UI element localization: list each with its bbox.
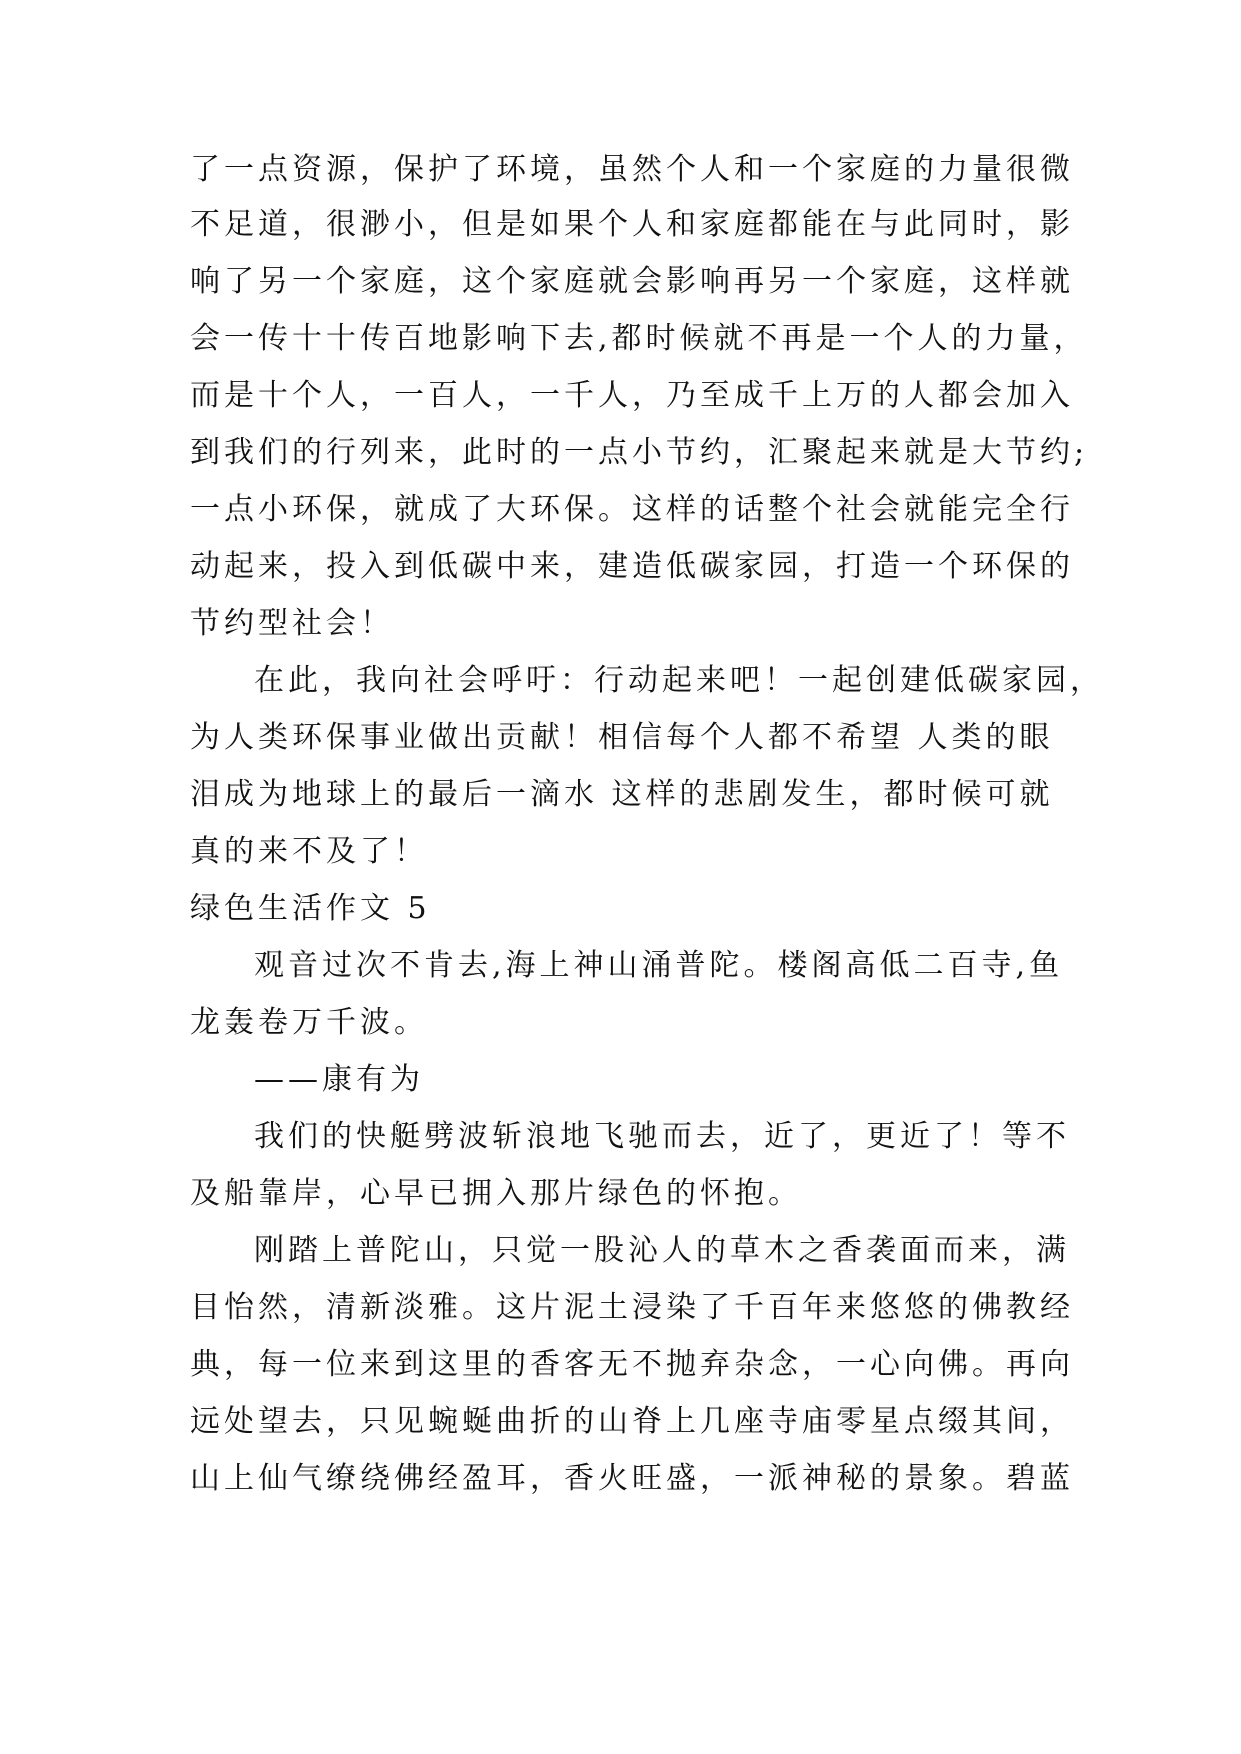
text-line: 及船靠岸，心早已拥入那片绿色的怀抱。	[190, 1176, 802, 1211]
text-line: 为人类环保事业做出贡献！相信每个人都不希望 人类的眼	[190, 720, 1054, 755]
text-line: 节约型社会！	[190, 606, 394, 641]
text-line: 远处望去，只见蜿蜒曲折的山脊上几座寺庙零星点缀其间，	[190, 1404, 1074, 1439]
paragraph-start-line: 刚踏上普陀山，只觉一股沁人的草木之香袭面而来，满	[254, 1233, 1070, 1268]
paragraph-start-line: 在此，我向社会呼吁：行动起来吧！一起创建低碳家园，	[254, 663, 1104, 698]
poem-line: 观音过次不肯去,海上神山涌普陀。楼阁高低二百寺,鱼	[254, 948, 1064, 983]
text-line: 响了另一个家庭，这个家庭就会影响再另一个家庭，这样就	[190, 264, 1074, 299]
paragraph-start-line: 我们的快艇劈波斩浪地飞驰而去，近了，更近了！等不	[254, 1119, 1070, 1154]
poem-line: 龙轰卷万千波。	[190, 1005, 428, 1040]
text-line: 到我们的行列来，此时的一点小节约，汇聚起来就是大节约;	[190, 435, 1089, 470]
text-line: 而是十个人，一百人，一千人，乃至成千上万的人都会加入	[190, 378, 1074, 413]
text-line: 泪成为地球上的最后一滴水 这样的悲剧发生，都时候可就	[190, 777, 1054, 812]
text-line: 了一点资源，保护了环境，虽然个人和一个家庭的力量很微	[190, 152, 1074, 187]
text-line: 目怡然，清新淡雅。这片泥土浸染了千百年来悠悠的佛教经	[190, 1290, 1074, 1325]
text-line: 一点小环保，就成了大环保。这样的话整个社会就能完全行	[190, 492, 1074, 527]
section-heading: 绿色生活作文 5	[190, 891, 431, 926]
text-line: 山上仙气缭绕佛经盈耳，香火旺盛，一派神秘的景象。碧蓝	[190, 1461, 1074, 1496]
text-line: 动起来，投入到低碳中来，建造低碳家园，打造一个环保的	[190, 549, 1074, 584]
text-line: 不足道，很渺小，但是如果个人和家庭都能在与此同时，影	[190, 207, 1074, 242]
text-line: 真的来不及了！	[190, 834, 428, 869]
text-line: 典，每一位来到这里的香客无不抛弃杂念，一心向佛。再向	[190, 1347, 1074, 1382]
text-line: 会一传十十传百地影响下去,都时候就不再是一个人的力量，	[190, 321, 1088, 356]
poem-attribution: ——康有为	[254, 1062, 424, 1097]
